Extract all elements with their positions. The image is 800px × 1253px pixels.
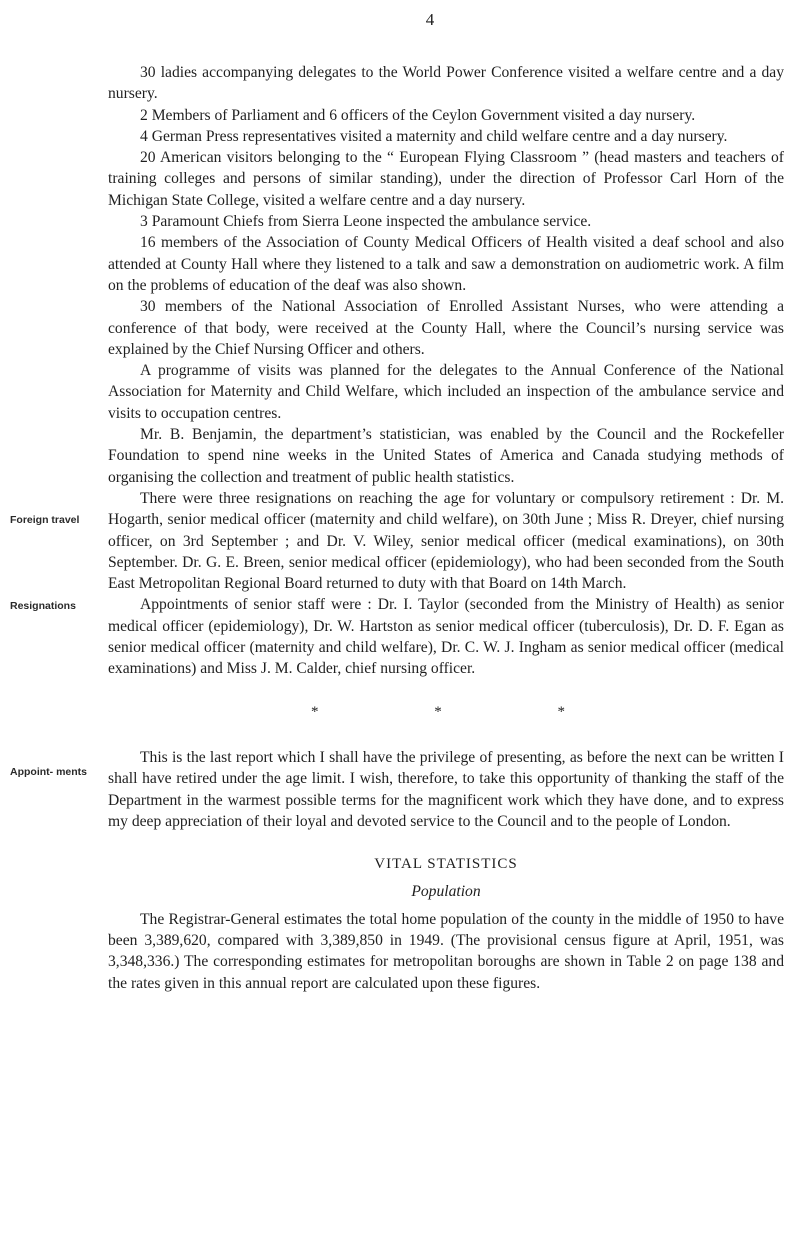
closing-paragraph: This is the last report which I shall have the privilege of presenting, as before the next can be written I shall have retired under the age limit. I wish, therefore, to take this opportunity of thanking the staff of the Department in the warmest possible terms for the magnificent work which they have done, and to express my deep appreciation of their loyal and devoted service to the Council and to the people of London.: [108, 748, 784, 830]
paragraph: 30 ladies accompanying delegates to the World Power Conference visited a welfare centre and a day nursery.: [108, 64, 784, 103]
paragraph: A programme of visits was planned for the delegates to the Annual Conference of the National Association for Maternity and Child Welfare, which included an inspection of the ambulance service and visits to occupation centres.: [108, 362, 784, 422]
appointments-paragraph: Appointments of senior staff were : Dr. I. Taylor (seconded from the Ministry of Health) as senior medical officer (epidemiology), Dr. W. Hartston as senior medical officer (tuberculosis), Dr. D. F. Egan as senior medical officer (maternity and child welfare), Dr. C. W. J. Ingham as senior medical officer (medical examinations) and Miss J. M. Calder, chief nursing officer.: [108, 596, 784, 678]
margin-note-appointments: Appoint- ments: [10, 766, 87, 778]
paragraph: 20 American visitors belonging to the “ European Flying Classroom ” (head masters and teachers of training colleges and persons of similar standing), under the direction of Professor Carl Horn of the Michigan State College, visited a welfare centre and a day nursery.: [108, 149, 784, 209]
section-separator: * * *: [311, 703, 621, 720]
document-body: [108, 62, 784, 994]
margin-note-resignations: Resignations: [10, 600, 76, 612]
foreign-travel-paragraph: Mr. B. Benjamin, the department’s statistician, was enabled by the Council and the Rockefeller Foundation to spend nine weeks in the United States of America and Canada studying methods of organising the collection and treatment of public health statistics.: [108, 426, 784, 486]
page-number: 4: [425, 10, 435, 29]
paragraph: 30 members of the National Association of Enrolled Assistant Nurses, who were attending a conference of that body, were received at the County Hall, where the Council’s nursing service was explained by the Chief Nursing Officer and others.: [108, 298, 784, 358]
population-paragraph: The Registrar-General estimates the total home population of the county in the middle of 1950 to have been 3,389,620, compared with 3,389,850 in 1949. (The provisional census figure at April, 1951, was 3,348,336.) The corresponding estimates for metropolitan boroughs are shown in Table 2 on page 138 and the rates given in this annual report are calculated upon these figures.: [108, 910, 784, 992]
paragraph: 16 members of the Association of County Medical Officers of Health visited a deaf school and also attended at County Hall where they listened to a talk and saw a demonstration on audiometric work. A film on the problems of education of the deaf was also shown.: [108, 234, 784, 294]
paragraph: 4 German Press representatives visited a maternity and child welfare centre and a day nursery.: [140, 127, 728, 145]
section-subheading: Population: [411, 883, 481, 901]
margin-note-foreign-travel: Foreign travel: [10, 514, 80, 526]
resignations-paragraph: There were three resignations on reaching the age for voluntary or compulsory retirement : Dr. M. Hogarth, senior medical officer (maternity and child welfare), on 30th June ; Miss R. Dreyer, chief nursing officer, on 3rd September ; and Dr. V. Wiley, senior medical officer (medical examinations), on 30th September. Dr. G. E. Breen, senior medical officer (epidemiology), who had been seconded from the South East Metropolitan Regional Board returned to duty with that Board on 14th March.: [108, 489, 784, 593]
section-heading: VITAL STATISTICS: [374, 856, 518, 873]
paragraph: 3 Paramount Chiefs from Sierra Leone inspected the ambulance service.: [140, 213, 592, 231]
paragraph: 2 Members of Parliament and 6 officers of the Ceylon Government visited a day nursery.: [140, 106, 696, 124]
